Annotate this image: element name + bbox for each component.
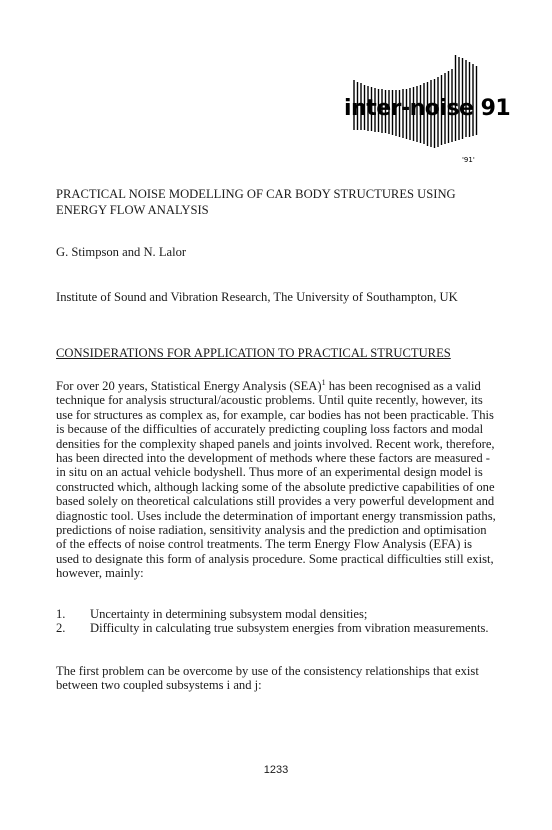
author-affiliation: Institute of Sound and Vibration Research, The University of Southampton, UK [56,290,458,304]
logo-year-mark: '91' [462,156,475,164]
list-item [56,607,496,621]
paper-authors: G. Stimpson and N. Lalor [56,245,187,259]
body-paragraph-1 [56,376,496,581]
conference-logo [336,48,511,166]
numbered-list [56,607,496,636]
paragraph-1-start: For over 20 years, Statistical Energy Analysis (SEA) [56,379,322,393]
page-number: 1233 [263,764,289,776]
list-item [56,621,496,635]
body-paragraph-2: The first problem can be overcome by use of the consistency relationships that exist between two coupled subsystems i and j: [56,664,479,693]
logo-wordmark: inter-noise 91 [344,96,511,121]
list-item-text: Difficulty in calculating true subsystem energies from vibration measurements. [90,621,489,636]
list-item-text: Uncertainty in determining subsystem modal densities; [90,607,368,621]
reference-superscript: 1 [321,378,326,387]
paragraph-1-rest: has been recognised as a valid technique for analysis structural/acoustic problems. Until quite recently, however, its use for structures as complex as, for example, car bodies has not been practicable. This is because of the difficulties of accurately predicting coupling loss factors and modal densities for the complexity shaped panels and joints involved. Recent work, therefore, has been directed into the development of methods where these factors are measured - in situ on an actual vehicle bodyshell. Thus more of an experimental design model is constructed which, although lacking some of the absolute predictive capabilities of one based solely on theoretical calculations still provides a very powerful development and diagnostic tool. Uses include the determination of important energy transmission paths, predictions of noise radiation, sensitivity analysis and the prediction and optimisation of the effects of noise control treatments. The term Energy Flow Analysis (EFA) is used to designate this form of analysis procedure. Some practical difficulties still exist, however, mainly: [56,379,496,581]
paper-title: PRACTICAL NOISE MODELLING OF CAR BODY STRUCTURES USING ENERGY FLOW ANALYSIS [56,187,456,217]
section-heading: CONSIDERATIONS FOR APPLICATION TO PRACTICAL STRUCTURES [56,346,451,360]
list-item-number: 1. [56,607,66,621]
list-item-number: 2. [56,621,66,636]
